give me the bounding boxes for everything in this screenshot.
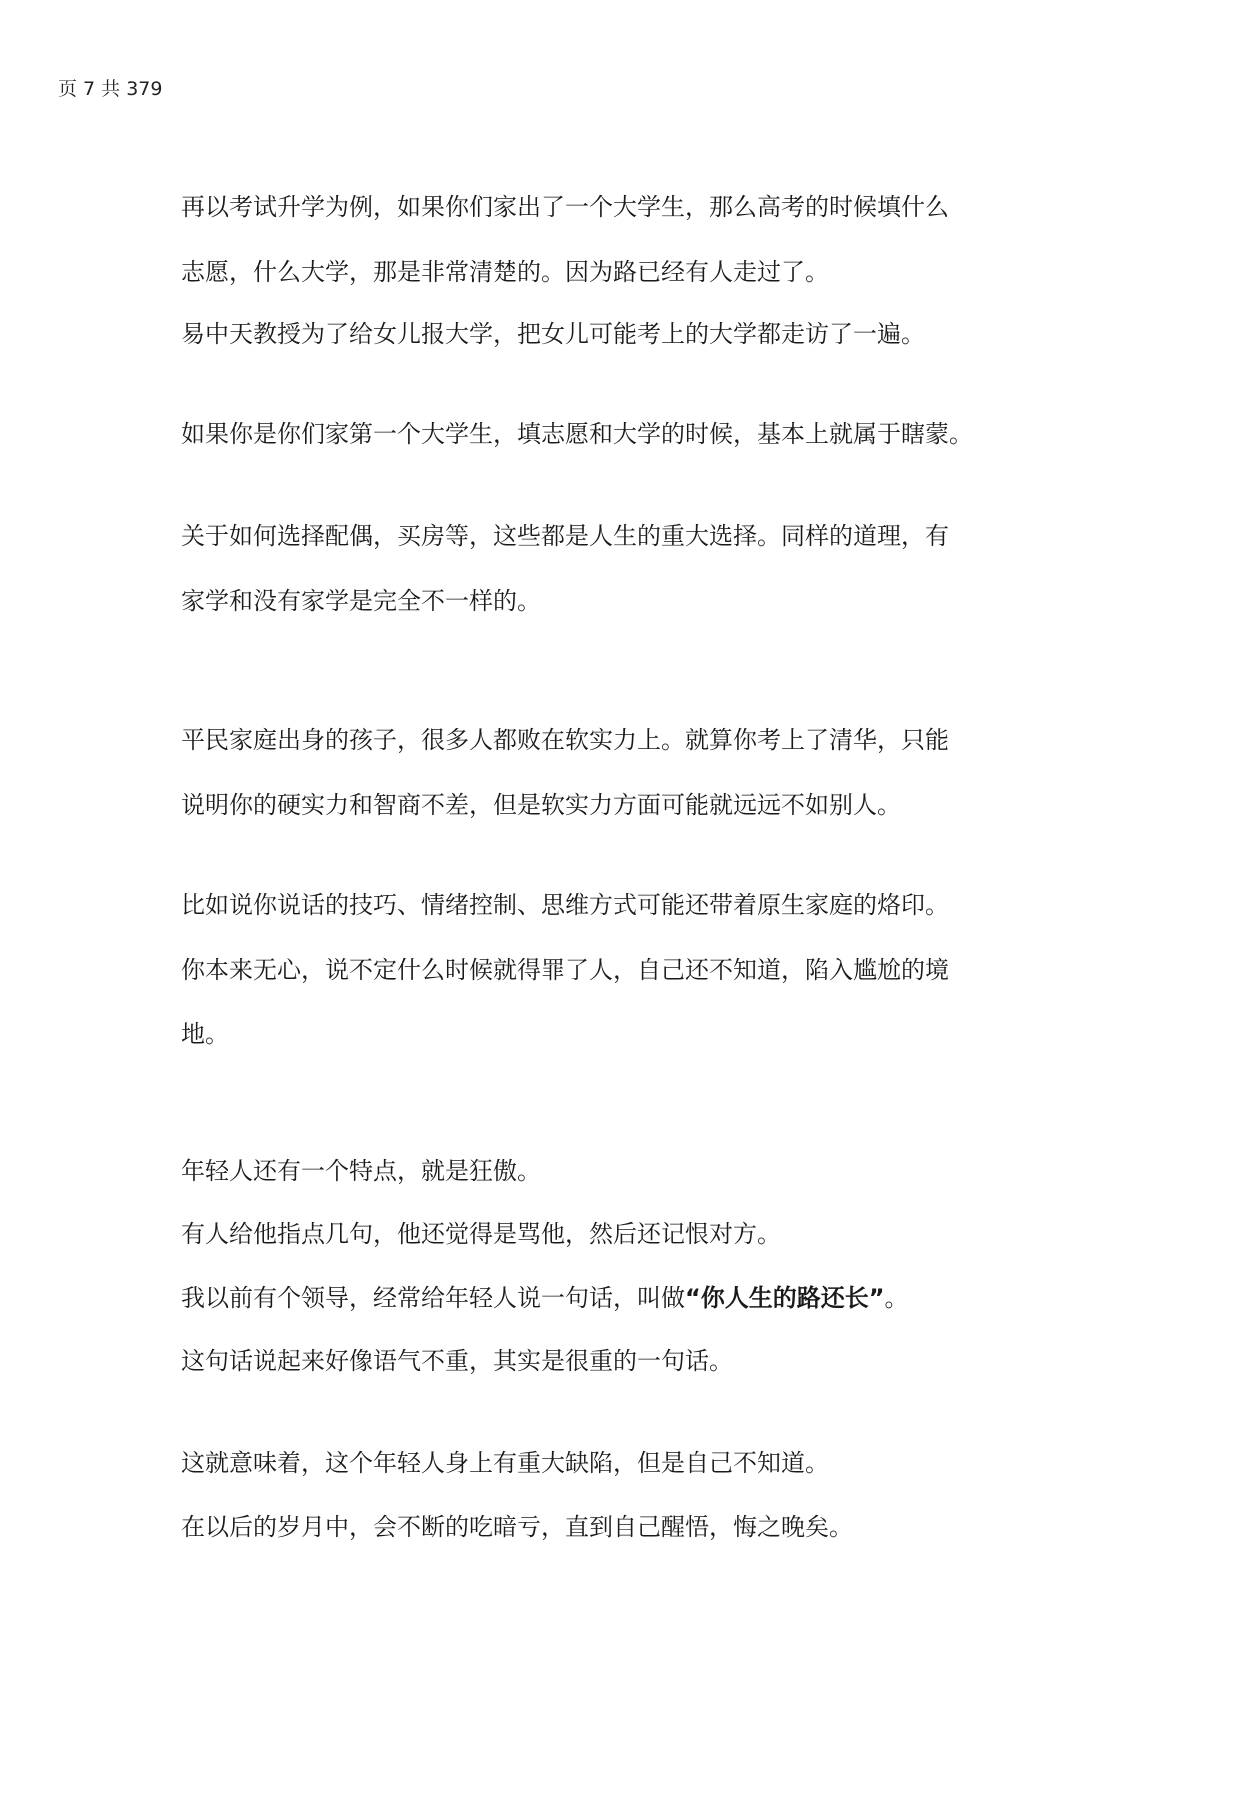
- paragraph-line: 地。: [181, 1020, 229, 1048]
- paragraph-line: 这句话说起来好像语气不重，其实是很重的一句话。: [181, 1347, 733, 1375]
- paragraph-line: 再以考试升学为例，如果你们家出了一个大学生，那么高考的时候填什么: [181, 193, 949, 221]
- paragraph-line: [181, 1282, 909, 1314]
- page-indicator: 页 7 共 379: [58, 78, 163, 100]
- paragraph-line: 志愿，什么大学，那是非常清楚的。因为路已经有人走过了。: [181, 258, 829, 286]
- paragraph-line: 易中天教授为了给女儿报大学，把女儿可能考上的大学都走访了一遍。: [181, 320, 925, 348]
- paragraph-line: 如果你是你们家第一个大学生，填志愿和大学的时候，基本上就属于瞎蒙。: [181, 420, 973, 448]
- paragraph-line: 家学和没有家学是完全不一样的。: [181, 587, 541, 615]
- paragraph-line: 平民家庭出身的孩子，很多人都败在软实力上。就算你考上了清华，只能: [181, 726, 949, 754]
- paragraph-line: 年轻人还有一个特点，就是狂傲。: [181, 1157, 541, 1185]
- paragraph-line: 你本来无心，说不定什么时候就得罪了人，自己还不知道，陷入尴尬的境: [181, 956, 949, 984]
- paragraph-line: 这就意味着，这个年轻人身上有重大缺陷，但是自己不知道。: [181, 1449, 829, 1477]
- quote-intro-text: 我以前有个领导，经常给年轻人说一句话，叫做: [181, 1284, 685, 1312]
- paragraph-line: 比如说你说话的技巧、情绪控制、思维方式可能还带着原生家庭的烙印。: [181, 891, 949, 919]
- paragraph-line: 关于如何选择配偶，买房等，这些都是人生的重大选择。同样的道理，有: [181, 522, 949, 550]
- paragraph-line: 在以后的岁月中，会不断的吃暗亏，直到自己醒悟，悔之晚矣。: [181, 1513, 853, 1541]
- paragraph-line: 说明你的硬实力和智商不差，但是软实力方面可能就远远不如别人。: [181, 791, 901, 819]
- paragraph-line: 有人给他指点几句，他还觉得是骂他，然后还记恨对方。: [181, 1220, 781, 1248]
- emphasized-quote: “你人生的路还长”: [685, 1284, 885, 1312]
- quote-end-punctuation: 。: [884, 1284, 909, 1312]
